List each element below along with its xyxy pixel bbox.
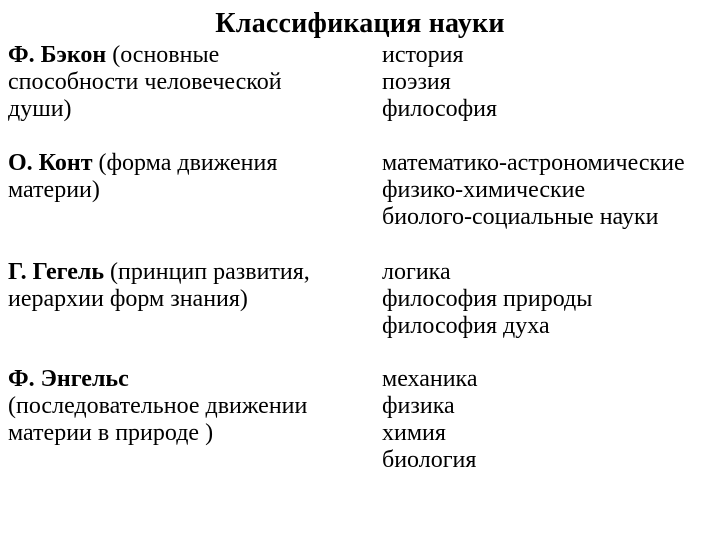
scientist-name: Ф. Бэкон — [8, 42, 107, 68]
description-text: (форма движения — [92, 150, 278, 176]
science-item: философия — [382, 96, 498, 122]
science-item: философия духа — [382, 313, 550, 339]
description-text: (последовательное движении — [8, 393, 308, 419]
scientist-description — [8, 366, 378, 447]
scientist-description — [8, 150, 378, 204]
science-item: физико-химические — [382, 177, 586, 203]
description-first-line — [8, 150, 378, 177]
description-first-line — [8, 42, 378, 69]
science-list — [382, 366, 718, 474]
scientist-description — [8, 42, 378, 123]
scientist-description — [8, 259, 378, 313]
description-text: способности человеческой — [8, 69, 282, 95]
science-item: физика — [382, 393, 455, 419]
science-item: математико-астрономические — [382, 150, 685, 176]
description-first-line — [8, 366, 378, 393]
science-item: биология — [382, 447, 477, 473]
science-item: механика — [382, 366, 478, 392]
description-first-line — [8, 259, 378, 286]
science-item: философия природы — [382, 286, 593, 312]
description-text: души) — [8, 96, 72, 122]
description-text: материи в природе ) — [8, 420, 214, 446]
scientist-name: О. Конт — [8, 150, 93, 176]
scientist-name: Г. Гегель — [8, 259, 105, 285]
science-list — [382, 150, 718, 231]
science-list — [382, 259, 718, 340]
description-text: материи) — [8, 177, 100, 203]
description-text: (принцип развития, — [104, 259, 310, 285]
science-list — [382, 42, 718, 123]
science-item: поэзия — [382, 69, 451, 95]
science-item: химия — [382, 420, 446, 446]
science-item: история — [382, 42, 464, 68]
science-item: биолого-социальные науки — [382, 204, 659, 230]
description-text: иерархии форм знания) — [8, 286, 248, 312]
page-title: Классификация науки — [215, 8, 505, 39]
science-item: логика — [382, 259, 451, 285]
description-text: (основные — [106, 42, 220, 68]
scientist-name: Ф. Энгельс — [8, 366, 129, 392]
